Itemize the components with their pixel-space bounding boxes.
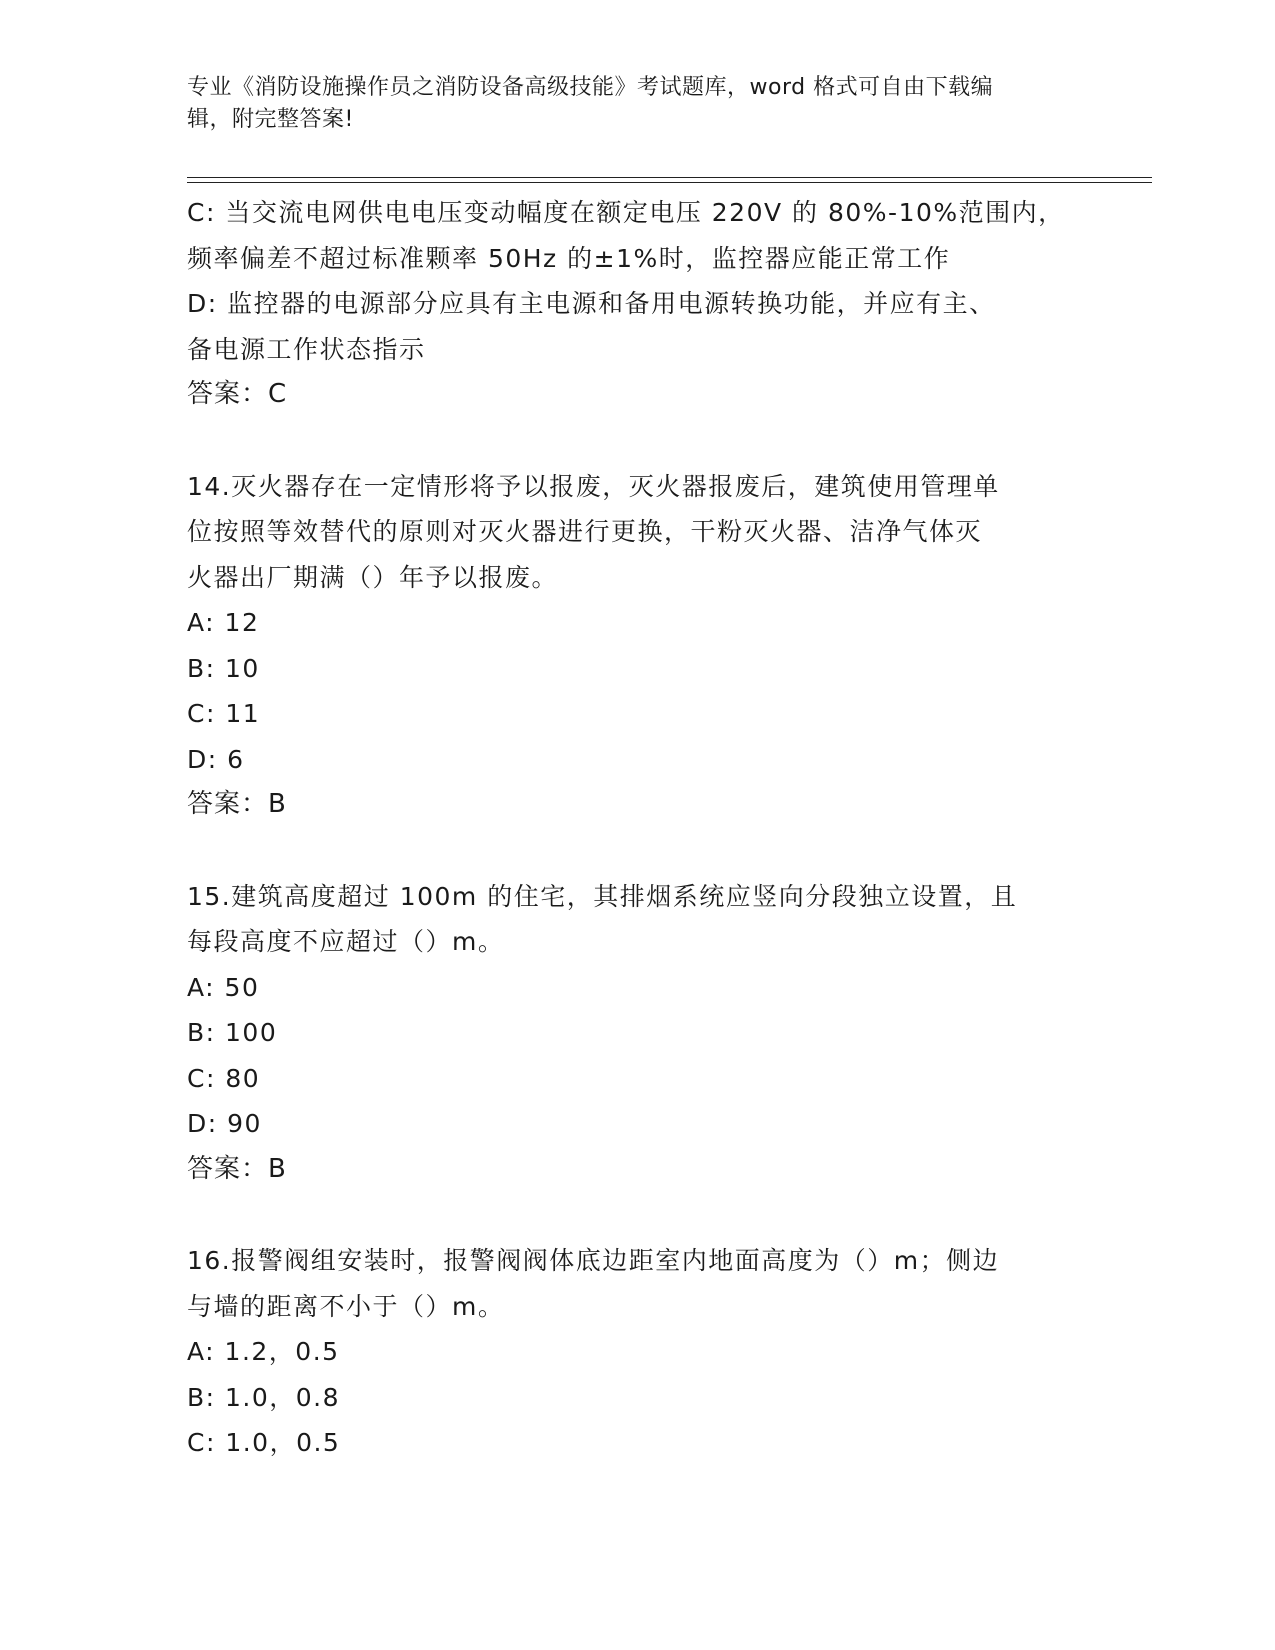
question-stem-line: 14.灭火器存在一定情形将予以报废，灭火器报废后，建筑使用管理单	[187, 471, 1000, 501]
question-stem-line: 位按照等效替代的原则对灭火器进行更换，干粉灭火器、洁净气体灭	[187, 517, 983, 546]
answer-15: 答案：B	[187, 1153, 287, 1184]
header-line-1: 专业《消防设施操作员之消防设备高级技能》考试题库，word 格式可自由下载编	[187, 75, 994, 100]
header-line-2: 辑，附完整答案!	[187, 107, 354, 132]
question-stem-line: 每段高度不应超过（）m。	[187, 927, 505, 956]
answer-13: 答案：C	[187, 379, 288, 409]
question-15	[187, 874, 1067, 1193]
option-c: C: 11	[187, 699, 261, 728]
option-d-line-2: 备电源工作状态指示	[187, 334, 426, 364]
document-header	[187, 72, 1067, 136]
option-a: A: 1.2，0.5	[187, 1337, 340, 1366]
question-13-tail	[187, 190, 1067, 418]
question-content	[187, 190, 1067, 1466]
question-stem-line: 与墙的距离不小于（）m。	[187, 1291, 505, 1321]
answer-14: 答案：B	[187, 789, 287, 819]
header-divider-top	[187, 177, 1152, 178]
question-stem-line: 15.建筑高度超过 100m 的住宅，其排烟系统应竖向分段独立设置，且	[187, 881, 1018, 911]
option-b: B: 100	[187, 1018, 278, 1047]
spacer	[187, 418, 1067, 464]
option-d: D: 6	[187, 744, 245, 774]
question-14	[187, 464, 1067, 828]
option-a: A: 50	[187, 972, 260, 1002]
spacer	[187, 1192, 1067, 1238]
question-stem-line: 16.报警阀组安装时，报警阀阀体底边距室内地面高度为（）m；侧边	[187, 1246, 1000, 1275]
option-c-line-1: C: 当交流电网供电电压变动幅度在额定电压 220V 的 80%-10%范围内，	[187, 198, 1065, 227]
option-d: D: 90	[187, 1109, 262, 1138]
option-a: A: 12	[187, 608, 260, 637]
option-b: B: 10	[187, 653, 260, 683]
question-stem-line: 火器出厂期满（）年予以报废。	[187, 562, 559, 592]
option-c: C: 80	[187, 1063, 261, 1093]
question-16	[187, 1238, 1067, 1466]
header-divider-bottom	[187, 182, 1152, 183]
option-c: C: 1.0，0.5	[187, 1428, 341, 1457]
spacer	[187, 828, 1067, 874]
option-b: B: 1.0，0.8	[187, 1382, 341, 1412]
option-d-line-1: D: 监控器的电源部分应具有主电源和备用电源转换功能，并应有主、	[187, 289, 996, 318]
option-c-line-2: 频率偏差不超过标准颗率 50Hz 的±1%时，监控器应能正常工作	[187, 243, 951, 273]
